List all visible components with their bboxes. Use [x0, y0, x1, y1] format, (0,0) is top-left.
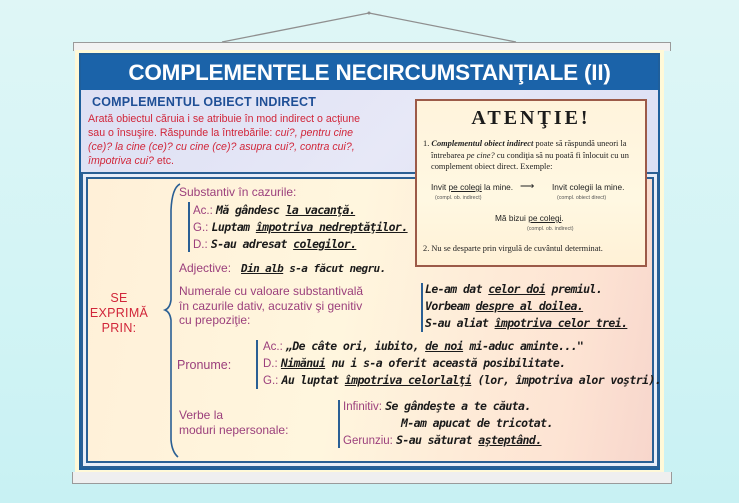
substantiv-bar — [188, 202, 190, 252]
numerale-row-2: Vorbeam despre al doilea. — [425, 299, 584, 313]
attention-example-2: Invit colegii la mine. — [552, 182, 625, 192]
definition-text: Arată obiectul căruia i se atribuie în mod indirect o acţiune sau o însuşire. Răspunde la întrebările: cui?, pentru cine (ce)? la cine (ce)? cu cine (ce)? asupra cui?, contra cui?, împotriva cui? etc. — [88, 113, 361, 167]
verbe-bar — [338, 400, 340, 448]
substantiv-row-g: G.: Luptam împotriva nedreptăţilor. — [193, 220, 408, 234]
pronume-row-ac: Ac.: „De câte ori, iubito, de noi mi-aduc aminte..." — [263, 339, 584, 353]
attention-example-1-note: (compl. ob. indirect) — [435, 195, 482, 201]
substantiv-row-d: D.: S-au adresat colegilor. — [193, 237, 357, 251]
pronume-row-d: D.: Nimănui nu i s-a oferit această posibilitate. — [263, 356, 566, 370]
adjective-row: Adjective: Din alb s-a făcut negru. — [179, 261, 386, 275]
arrow-icon: ⟶ — [520, 181, 535, 192]
attention-title: ATENŢIE! — [471, 107, 591, 129]
se-exprima-prin-label: SE EXPRIMĂ PRIN: — [89, 291, 149, 335]
pronume-row-g: G.: Au luptat împotriva celorlalţi (lor, împotriva alor voştri). — [263, 373, 661, 387]
pronume-label: Pronume: — [177, 358, 232, 372]
infinitiv-row-2: M-am apucat de tricotat. — [401, 416, 553, 430]
section-subtitle: COMPLEMENTUL OBIECT INDIRECT — [92, 95, 317, 109]
attention-note-1: 1. Complementul obiect indirect poate să răspundă uneori la întrebarea pe cine? cu condiţia să nu poată fi înlocuit cu un complement obiect direct. Exemple: — [423, 139, 629, 171]
attention-example-2-note: (compl. obiect direct) — [557, 195, 607, 201]
numerale-row-3: S-au aliat împotriva celor trei. — [425, 316, 628, 330]
numerale-label: Numerale cu valoare substantivală în cazurile dativ, acuzativ şi genitiv cu prepoziţie: — [179, 284, 364, 327]
page-title: COMPLEMENTELE NECIRCUMSTANŢIALE (II) — [81, 55, 658, 90]
attention-example-3: Mă bizui pe colegi. — [495, 213, 564, 223]
pronume-bar — [256, 340, 258, 389]
verbe-label: Verbe la moduri nepersonale: — [179, 408, 289, 437]
attention-example-1: Invit pe colegi la mine. — [431, 182, 514, 192]
substantiv-label: Substantiv în cazurile: — [179, 185, 297, 199]
attention-example-3-note: (compl. ob. indirect) — [527, 226, 574, 232]
substantiv-row-ac: Ac.: Mă gândesc la vacanţă. — [193, 203, 356, 217]
numerale-bar — [421, 283, 423, 332]
infinitiv-row-1: Infinitiv: Se gândeşte a te căuta. — [343, 399, 531, 413]
gerunziu-row: Gerunziu: S-au săturat aşteptând. — [343, 433, 542, 447]
numerale-row-1: Le-am dat celor doi premiul. — [425, 282, 603, 296]
attention-note-2: 2. Nu se desparte prin virgulă de cuvântul determinat. — [423, 244, 603, 253]
